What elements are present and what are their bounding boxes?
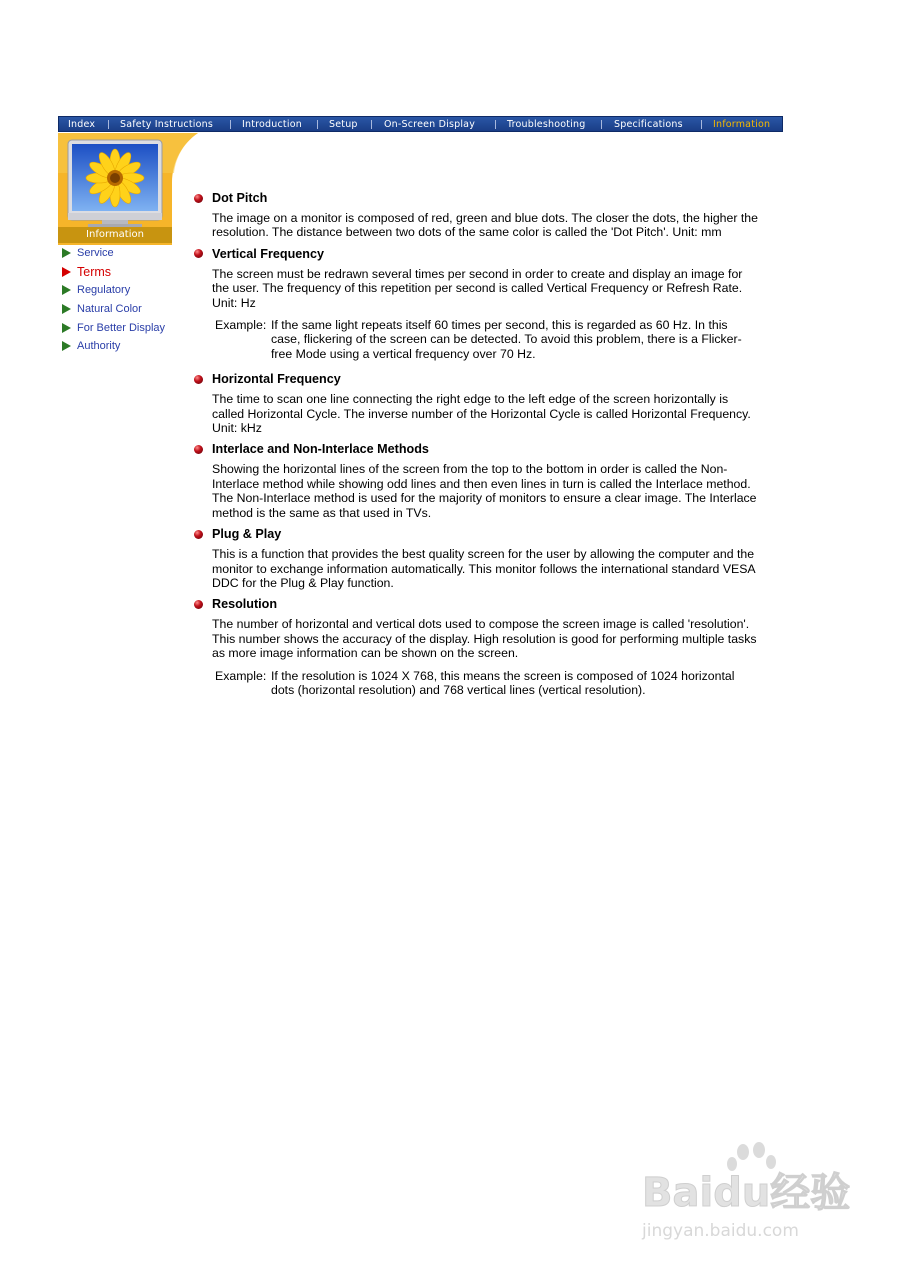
section-body: The number of horizontal and vertical dots used to compose the screen image is called 'resolution'. This number shows the accuracy of the display. High resolution is good for performing multiple tasks as more image information can be shown on the screen.: [212, 617, 757, 661]
section-title: Resolution: [212, 597, 278, 612]
nav-separator: [317, 120, 318, 129]
section-interlace-methods: [194, 441, 760, 520]
sidebar-item-label: For Better Display: [77, 321, 166, 334]
section-title: Plug & Play: [212, 526, 282, 541]
nav-separator: [230, 120, 231, 129]
nav-separator: [701, 120, 702, 129]
section-body: The image on a monitor is composed of red, green and blue dots. The closer the dots, the higher the resolution. The distance between two dots of the same color is called the 'Dot Pitch'. Unit: mm: [212, 211, 758, 240]
sidebar-item-regulatory[interactable]: [62, 281, 192, 300]
watermark-brand: Baidu经验: [642, 1170, 851, 1216]
arrow-right-icon: [62, 341, 71, 351]
nav-introduction[interactable]: Introduction: [242, 119, 302, 130]
nav-specifications[interactable]: Specifications: [614, 119, 683, 130]
sidebar-item-natural-color[interactable]: [62, 300, 192, 319]
example-block: [215, 669, 760, 698]
arrow-right-icon: [62, 285, 71, 295]
sidebar-item-label: Natural Color: [77, 303, 142, 316]
nav-on-screen-display[interactable]: On-Screen Display: [384, 119, 476, 130]
example-text: If the resolution is 1024 X 768, this means the screen is composed of 1024 horizontal dots (horizontal resolution) and 768 vertical lines (vertical resolution).: [271, 668, 735, 697]
nav-information[interactable]: Information: [713, 119, 771, 130]
section-vertical-frequency: [194, 246, 760, 361]
red-bullet-icon: [194, 194, 203, 203]
red-bullet-icon: [194, 600, 203, 609]
red-bullet-icon: [194, 249, 203, 258]
red-bullet-icon: [194, 375, 203, 384]
sidebar-menu: [62, 244, 192, 356]
section-plug-and-play: [194, 526, 760, 590]
section-dot-pitch: [194, 190, 760, 240]
section-body: Showing the horizontal lines of the screen from the top to the bottom in order is called the Non-Interlace method while showing odd lines and then even lines in turn is called the Interlace method. The Non-Interlace method is used for the majority of monitors to ensure a clear image. The Interlace method is the same as that used in TVs.: [212, 462, 757, 520]
baidu-jingyan-watermark: [640, 1140, 860, 1250]
sidebar-item-label: Regulatory: [77, 284, 131, 297]
example-text: If the same light repeats itself 60 times per second, this is regarded as 60 Hz. In this case, flickering of the screen can be detected. To avoid this problem, there is a Flicker-free Mode using a vertical frequency over 70 Hz.: [271, 318, 742, 361]
arrow-right-icon: [62, 304, 71, 314]
nav-safety-instructions[interactable]: Safety Instructions: [120, 119, 214, 130]
section-resolution: [194, 596, 760, 697]
example-label: Example:: [215, 668, 267, 683]
section-body: This is a function that provides the best quality screen for the user by allowing the computer and the monitor to exchange information automatically. This monitor follows the international standard VESA DDC for the Plug & Play function.: [212, 547, 755, 590]
sidebar-item-terms[interactable]: [62, 263, 192, 282]
arrow-right-icon: [62, 323, 71, 333]
nav-separator: [601, 120, 602, 129]
section-body: The screen must be redrawn several times per second in order to create and display an image for the user. The frequency of this repetition per second is called Vertical Frequency or Refresh Rate. Unit: Hz: [212, 266, 743, 310]
nav-troubleshooting[interactable]: Troubleshooting: [507, 119, 586, 130]
sidebar-item-label: Service: [77, 247, 114, 260]
sidebar-item-for-better-display[interactable]: [62, 318, 192, 337]
section-title: Interlace and Non-Interlace Methods: [212, 442, 429, 457]
section-title: Horizontal Frequency: [212, 372, 341, 387]
sidebar-item-label: Authority: [77, 340, 121, 353]
nav-separator: [371, 120, 372, 129]
sidebar-item-label: Terms: [77, 264, 112, 279]
sidebar-title: Information: [58, 227, 172, 243]
section-title: Vertical Frequency: [212, 246, 324, 261]
red-bullet-icon: [194, 445, 203, 454]
example-block: [215, 318, 760, 361]
top-nav-bar: [58, 116, 783, 132]
nav-separator: [108, 120, 109, 129]
red-bullet-icon: [194, 530, 203, 539]
nav-separator: [495, 120, 496, 129]
arrow-right-icon: [62, 267, 71, 277]
arrow-right-icon: [62, 248, 71, 258]
watermark-url: jingyan.baidu.com: [642, 1221, 799, 1241]
example-label: Example:: [215, 318, 267, 333]
section-body: The time to scan one line connecting the right edge to the left edge of the screen horizontally is called Horizontal Cycle. The inverse number of the Horizontal Cycle is called Horizontal Frequency. Unit: kHz: [212, 392, 751, 436]
section-horizontal-frequency: [194, 371, 760, 435]
nav-index[interactable]: Index: [68, 119, 96, 130]
nav-setup[interactable]: Setup: [329, 119, 358, 130]
section-title: Dot Pitch: [212, 190, 268, 205]
sidebar-item-authority[interactable]: [62, 337, 192, 356]
sidebar-item-service[interactable]: [62, 244, 192, 263]
terms-content: [194, 190, 760, 703]
